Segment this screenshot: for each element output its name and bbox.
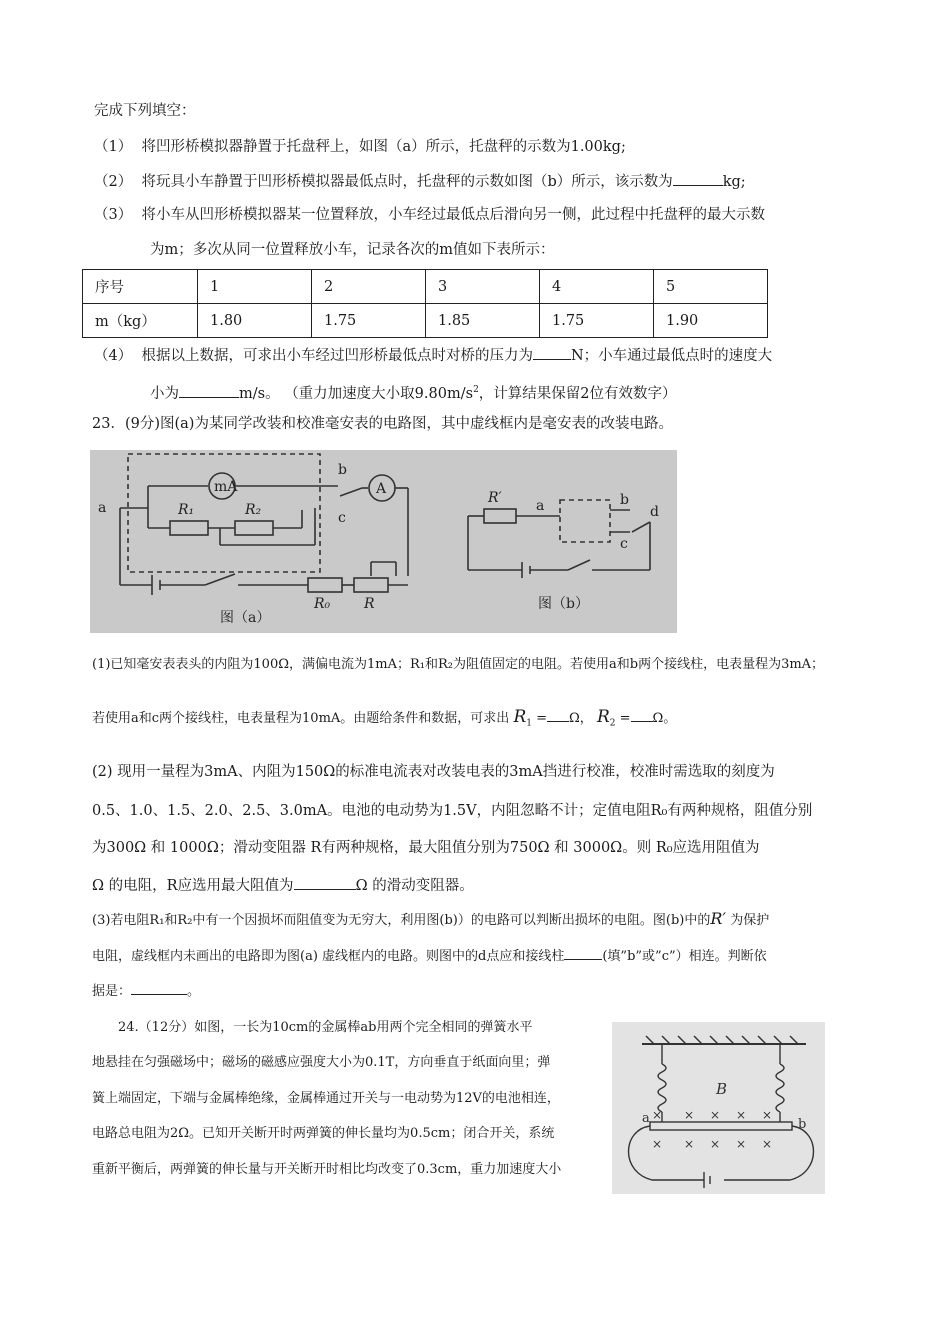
answer-blank[interactable] (179, 383, 239, 398)
q23-p2-text: Ω 的电阻，R应选用最大阻值为 (92, 878, 294, 894)
label-b-b: b (620, 492, 629, 508)
q23-p1-line2 (92, 707, 676, 734)
item-4-text-mid: N；小车通过最低点时的速度大 (570, 348, 773, 364)
field-x: × (736, 1108, 747, 1122)
item-1 (94, 137, 626, 157)
label-a-rod: a (642, 1111, 650, 1126)
circuit-figure (90, 450, 677, 633)
item-3-num: （3） (94, 207, 133, 223)
label-B: B (716, 1080, 728, 1098)
answer-blank[interactable] (547, 707, 569, 722)
r1-symbol: R (513, 707, 527, 727)
label-R1: R₁ (178, 502, 195, 518)
label-R0: R₀ (314, 596, 331, 612)
q23-p3-text2-b: (填”b”或”c”）相连。判断依 (602, 949, 767, 964)
item-4-note-b: ，计算结果保留2位有效数字） (478, 385, 677, 402)
fig-b-caption: 图（b） (538, 596, 589, 612)
table-cell: 1.75 (540, 304, 654, 338)
q23-p3-text: (3)若电阻R₁和R₂中有一个因损坏而阻值变为无穷大，利用图(b)）的电路可以判断出损坏的电阻。图(b)中的 (92, 913, 711, 928)
item-4-note: （重力加速度大小取9.80m/s (284, 385, 474, 402)
r1-eq: = (536, 711, 548, 726)
item-4-sup: 2 (473, 385, 479, 395)
answer-blank[interactable] (294, 875, 356, 890)
answer-blank[interactable] (564, 945, 602, 960)
item-1-num: （1） (94, 139, 133, 155)
spring-figure (612, 1022, 825, 1194)
rprime-symbol: R′ (710, 909, 727, 928)
label-b-rod: b (798, 1117, 807, 1132)
item-4 (94, 345, 772, 366)
q24-line5: 重新平衡后，两弹簧的伸长量与开关断开时相比均改变了0.3cm，重力加速度大小 (92, 1162, 562, 1177)
q23-title: 23．(9分)图(a)为某同学改装和校准毫安表的电路图，其中虚线框内是毫安表的改装电路。 (92, 416, 673, 432)
label-Rprime: R′ (488, 490, 502, 506)
q23-p2-line3: 为300Ω 和 1000Ω；滑动变阻器 R有两种规格，最大阻值分别为750Ω 和 3000Ω。则 R₀应选用阻值为 (92, 840, 760, 856)
q23-p3-line1 (92, 909, 769, 931)
item-4-line2 (150, 380, 677, 404)
q23-p2-text-b: Ω 的滑动变阻器。 (355, 878, 474, 894)
r1-unit: Ω， (569, 711, 593, 726)
label-c: c (338, 510, 346, 526)
item-3-line2: 为m；多次从同一位置释放小车，记录各次的m值如下表所示： (150, 242, 555, 258)
r2-unit: Ω。 (652, 711, 677, 726)
item-1-text: 将凹形桥模拟器静置于托盘秤上，如图（a）所示，托盘秤的示数为1.00kg; (141, 139, 626, 155)
fig-a-caption: 图（a） (220, 610, 271, 626)
item-4-text2: 小为 (150, 385, 179, 402)
q23-p3-text3: 据是： (92, 984, 132, 999)
spring-diagram (612, 1022, 825, 1194)
field-x: × (710, 1137, 721, 1151)
table-cell: 5 (654, 270, 768, 304)
item-2-num: （2） (94, 174, 133, 190)
table-cell: 1.85 (426, 304, 540, 338)
q23-p2-line1: (2) 现用一量程为3mA、内阻为150Ω的标准电流表对改装电表的3mA挡进行校准，校准时需选取的刻度为 (92, 764, 775, 780)
q23-p2-line2: 0.5、1.0、1.5、2.0、2.5、3.0mA。电池的电动势为1.5V，内阻忽略不计；定值电阻R₀有两种规格，阻值分别 (92, 803, 813, 819)
label-mA: mA (214, 479, 238, 495)
q23-p2-line4 (92, 875, 474, 896)
r2-eq: = (619, 711, 631, 726)
field-x: × (736, 1137, 747, 1151)
item-3 (94, 205, 765, 225)
item-3-text: 将小车从凹形桥模拟器某一位置释放，小车经过最低点后滑向另一侧，此过程中托盘秤的最大示数 (141, 207, 765, 223)
r2-sub: 2 (609, 718, 616, 729)
label-b: b (338, 462, 347, 478)
field-x: × (652, 1137, 663, 1151)
q23-p3-text3-b: 。 (187, 984, 201, 999)
q23-p1-text: 若使用a和c两个接线柱，电表量程为10mA。由题给条件和数据，可求出 (92, 711, 510, 726)
table-cell: 1.80 (198, 304, 312, 338)
item-2-text: 将玩具小车静置于凹形桥模拟器最低点时，托盘秤的示数如图（b）所示，该示数为 (141, 174, 673, 190)
q23-p3-line3 (92, 980, 200, 1002)
label-d: d (650, 504, 659, 520)
q24-line3: 簧上端固定，下端与金属棒绝缘，金属棒通过开关与一电动势为12V的电池相连， (92, 1091, 560, 1106)
table-cell: 3 (426, 270, 540, 304)
answer-blank[interactable] (631, 707, 653, 722)
label-R: R (364, 596, 375, 612)
table-cell: 1.90 (654, 304, 768, 338)
field-x: × (762, 1108, 773, 1122)
q23-p3-text2: 电阻，虚线框内未画出的电路即为图(a) 虚线框内的电路。则图中的d点应和接线柱 (92, 949, 565, 964)
q23-p3-text-b: 为保护 (730, 913, 770, 928)
item-4-unit: m/s。 (239, 385, 280, 402)
circuit-diagram (90, 450, 677, 633)
table-row (83, 304, 768, 338)
item-4-num: （4） (94, 348, 133, 364)
table-row (83, 270, 768, 304)
label-a: a (98, 500, 107, 516)
table-cell: m（kg） (83, 304, 198, 338)
item-2-unit: kg; (722, 174, 746, 190)
q24-line2: 地悬挂在匀强磁场中；磁场的磁感应强度大小为0.1T，方向垂直于纸面向里；弹 (92, 1055, 551, 1070)
item-2 (94, 171, 746, 192)
label-R2: R₂ (245, 502, 262, 518)
table-cell: 序号 (83, 270, 198, 304)
q23-p3-line2 (92, 945, 767, 967)
intro-text: 完成下列填空： (94, 103, 196, 119)
label-a-b: a (536, 498, 545, 514)
field-x: × (684, 1108, 695, 1122)
field-x: × (652, 1108, 663, 1122)
answer-blank[interactable] (131, 980, 187, 995)
r1-sub: 1 (526, 718, 532, 729)
q24-line1: 24.（12分）如图，一长为10cm的金属棒ab用两个完全相同的弹簧水平 (118, 1020, 533, 1035)
q24-line4: 电路总电阻为2Ω。已知开关断开时两弹簧的伸长量均为0.5cm；闭合开关，系统 (92, 1126, 555, 1141)
table-cell: 1 (198, 270, 312, 304)
r2-symbol: R (596, 707, 610, 727)
mass-table (82, 269, 768, 338)
item-4-text: 根据以上数据，可求出小车经过凹形桥最低点时对桥的压力为 (141, 348, 533, 364)
table-cell: 1.75 (312, 304, 426, 338)
table-cell: 4 (540, 270, 654, 304)
q23-p1-line1: (1)已知毫安表表头的内阻为100Ω，满偏电流为1mA；R₁和R₂为阻值固定的电阻。若使用a和b两个接线柱，电表量程为3mA； (92, 657, 825, 672)
answer-blank[interactable] (533, 345, 571, 360)
field-x: × (684, 1137, 695, 1151)
label-c-b: c (620, 536, 628, 552)
answer-blank[interactable] (673, 171, 723, 186)
table-cell: 2 (312, 270, 426, 304)
field-x: × (710, 1108, 721, 1122)
label-A: A (376, 481, 387, 497)
field-x: × (762, 1137, 773, 1151)
